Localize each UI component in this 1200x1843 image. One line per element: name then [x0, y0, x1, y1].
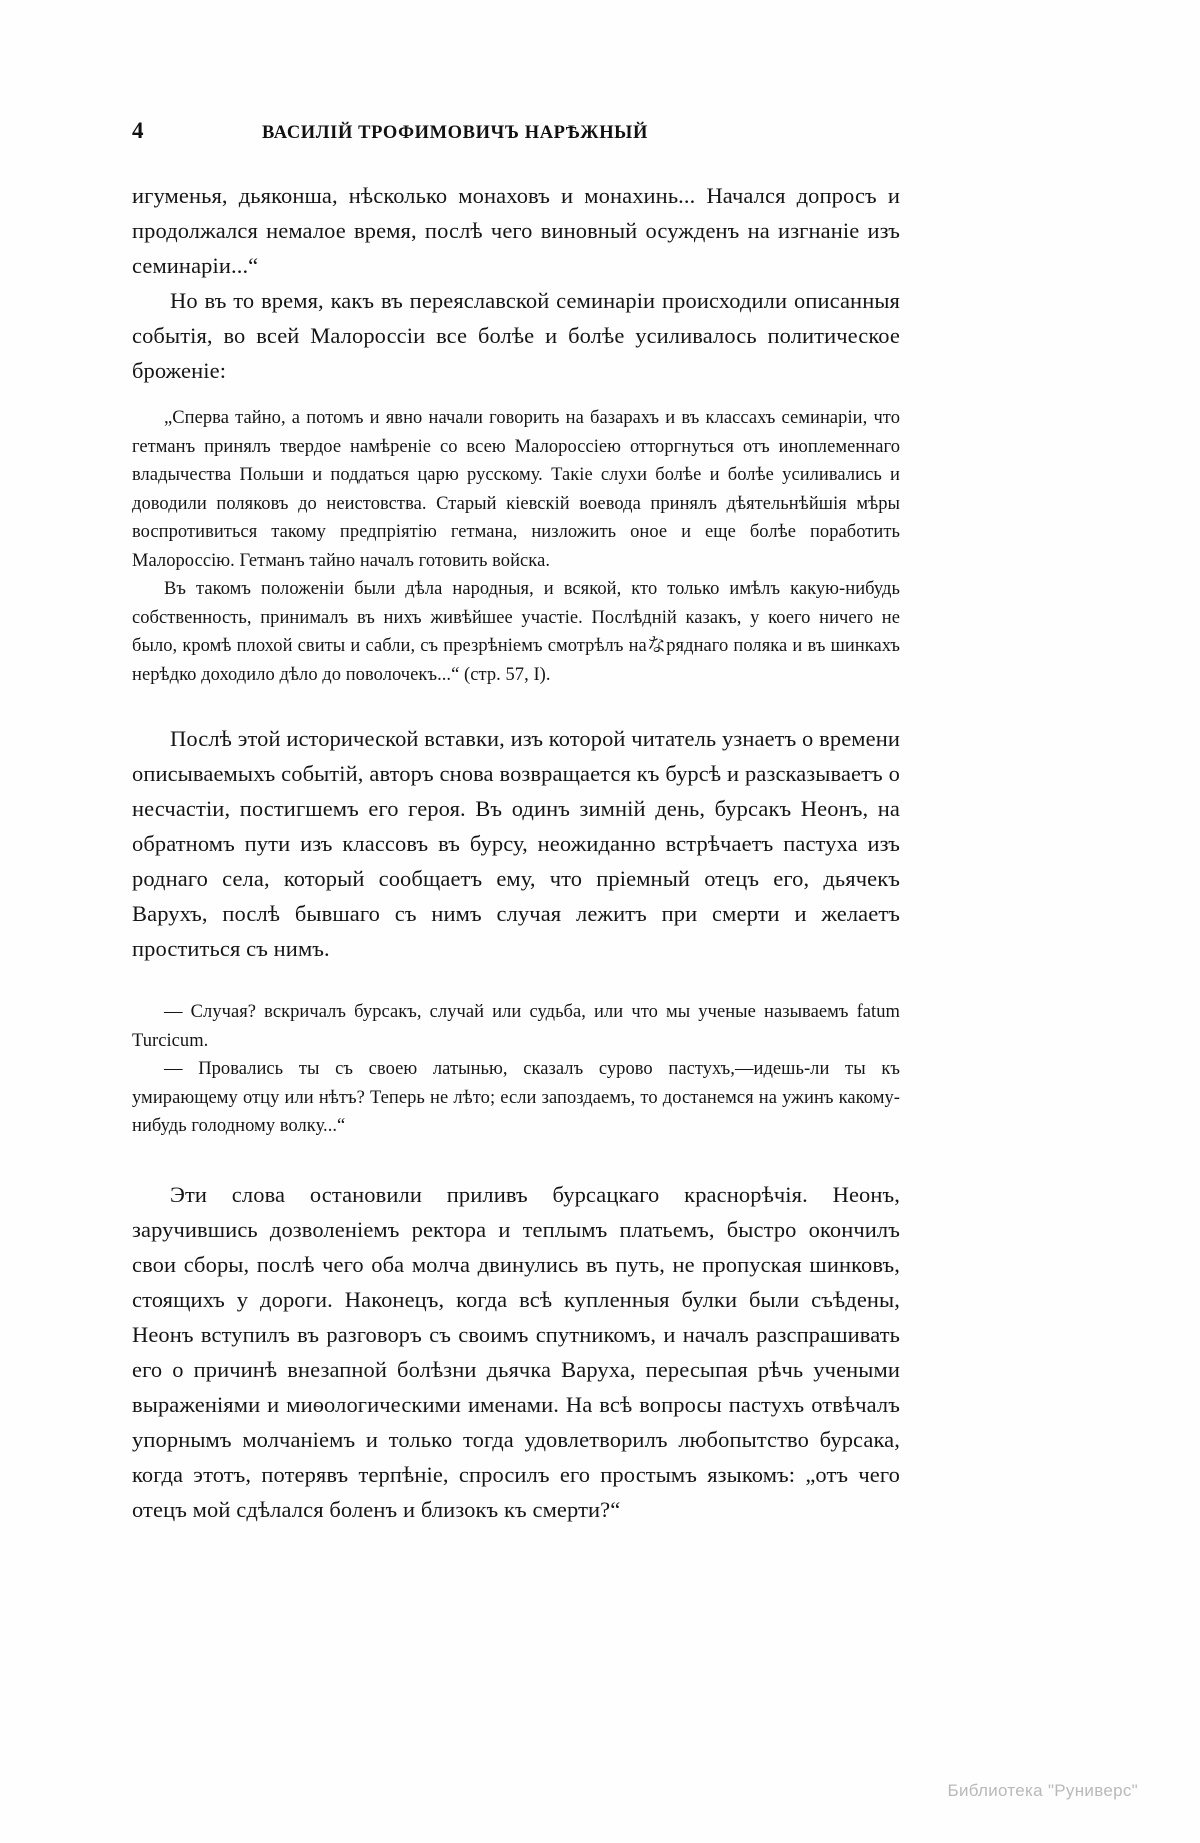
running-head: ВАСИЛІЙ ТРОФИМОВИЧЪ НАРѢЖНЫЙ	[262, 123, 648, 143]
paragraph-3: Послѣ этой исторической вставки, изъ которой читатель узнаетъ о времени описываемыхъ событій, авторъ снова возвращается къ бурсѣ и разсказываетъ о несчастіи, постигшемъ его героя. Въ одинъ зимній день, бурсакъ Неонъ, на обратномъ пути изъ классовъ въ бурсу, неожиданно встрѣчаетъ пастуха изъ роднаго села, который сообщаетъ ему, что пріемный отецъ его, дьячекъ Варухъ, послѣ бывшаго съ нимъ случая лежитъ при смерти и желаетъ проститься съ нимъ.	[132, 726, 900, 961]
page-content	[132, 118, 900, 1527]
quote-block-2	[132, 998, 900, 1141]
quote-paragraph-2: Въ такомъ положеніи были дѣла народныя, и всякой, кто только имѣлъ какую-нибудь собственность, принималъ въ нихъ живѣйшее участіе. Послѣдній казакъ, у коего ничего не было, кромѣ плохой свиты и сабли, съ презрѣніемъ смотрѣлъ наなряднаго поляка и въ шинкахъ нерѣдко доходило дѣло до поволочекъ...“ (стр. 57, I).	[132, 579, 900, 685]
paragraph-4: Эти слова остановили приливъ бурсацкаго краснорѣчія. Неонъ, заручившись дозволеніемъ ректора и теплымъ платьемъ, быстро окончилъ свои сборы, послѣ чего оба молча двинулись въ путь, не пропуская шинковъ, стоящихъ у дороги. Наконецъ, когда всѣ купленныя булки были съѣдены, Неонъ вступилъ въ разговоръ съ своимъ спутникомъ, и началъ разспрашивать его о причинѣ внезапной болѣзни дьячка Варуха, пересыпая рѣчь учеными выраженіями и миѳологическими именами. На всѣ вопросы пастухъ отвѣчалъ упорнымъ молчаніемъ и только тогда удовлетворилъ любопытство бурсака, когда этотъ, потерявъ терпѣніе, спросилъ его простымъ языкомъ: „отъ чего отецъ мой сдѣлался боленъ и близокъ къ смерти?“	[132, 1181, 900, 1522]
quote-paragraph-3: — Случая? вскричалъ бурсакъ, случай или судьба, или что мы ученые называемъ fatum Turcicum.	[132, 1002, 900, 1051]
paragraph-2: Но въ то время, какъ въ переяславской семинаріи происходили описанныя событія, во всей Малороссіи все болѣе и болѣе усиливалось политическое броженіе:	[132, 288, 900, 383]
page-header	[132, 118, 900, 144]
library-watermark: Библиотека "Руниверс"	[947, 1781, 1138, 1800]
quote-paragraph-1: „Сперва тайно, а потомъ и явно начали говорить на базарахъ и въ классахъ семинаріи, что гетманъ принялъ твердое намѣреніе со всею Малороссіею отторгнуться отъ иноплеменнаго владычества Польши и поддаться царю русскому. Такіе слухи болѣе и болѣе усиливались и доводили поляковъ до неистовства. Старый кіевскій воевода принялъ дѣятельнѣйшія мѣры воспротивиться такому предпріятію гетмана, низложить оное и еще болѣе поработить Малороссію. Гетманъ тайно началъ готовить войска.	[132, 408, 900, 571]
paragraph-1: игуменья, дьяконша, нѣсколько монаховъ и монахинь... Начался допросъ и продолжался немалое время, послѣ чего виновный осужденъ на изгнаніе изъ семинаріи...“	[132, 183, 900, 278]
page-number: 4	[132, 118, 144, 143]
quote-paragraph-4: — Провались ты съ своею латынью, сказалъ сурово пастухъ,—идешь-ли ты къ умирающему отцу или нѣтъ? Теперь не лѣто; если запоздаемъ, то достанемся на ужинъ какому-нибудь голодному волку...“	[132, 1059, 900, 1136]
quote-block-1	[132, 404, 900, 689]
